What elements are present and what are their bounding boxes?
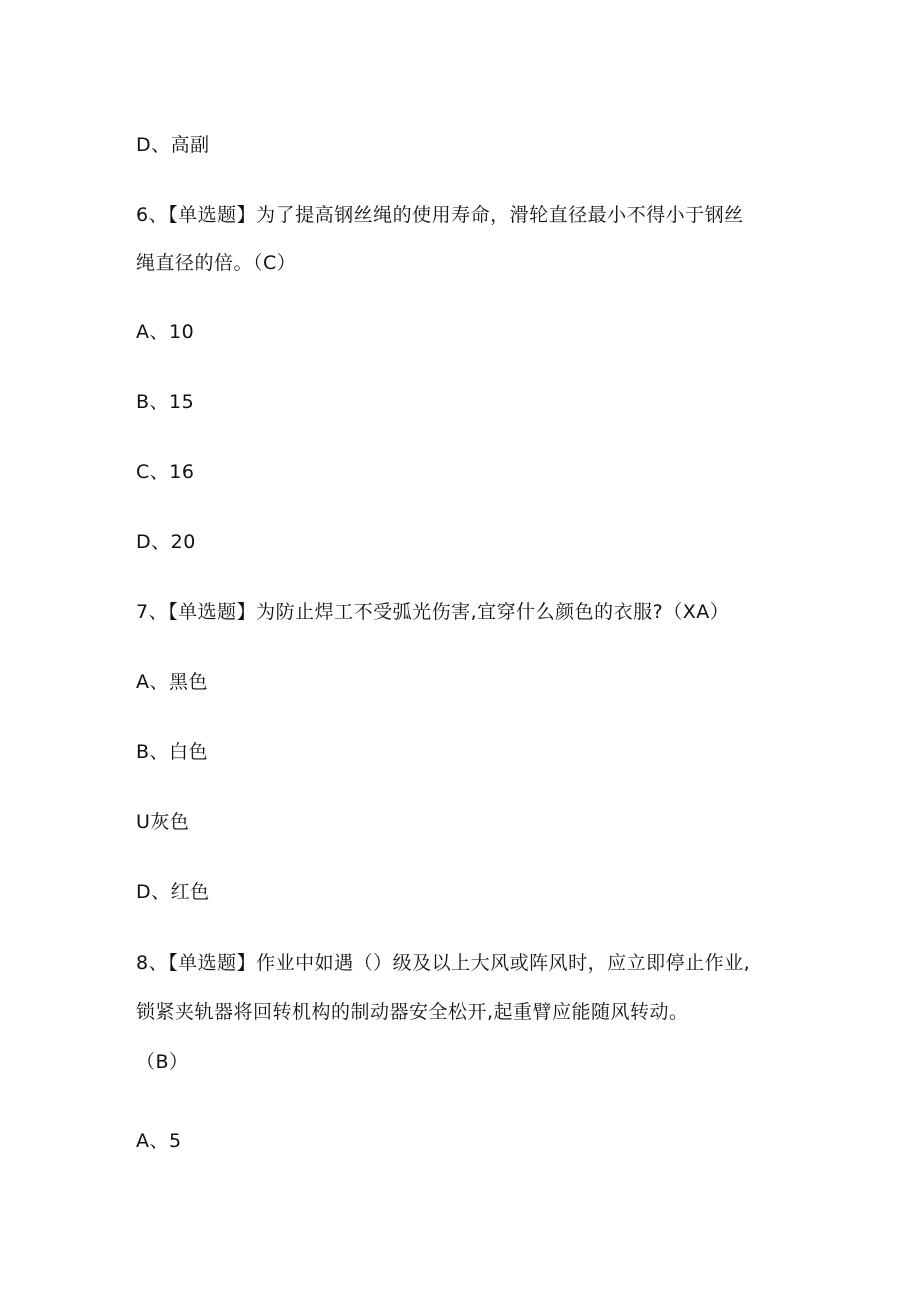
q8-answer: （B） [136,1051,189,1073]
q8-option-a: A、5 [136,1130,182,1152]
q7-option-c: U灰色 [136,811,190,833]
q6-option-c: C、16 [136,461,195,483]
q5-option-d: D、高副 [136,134,210,156]
q6-option-b: B、15 [136,391,195,413]
q8-question-line-1: 8、【单选题】作业中如遇（）级及以上大风或阵风时，应立即停止作业, [136,952,751,974]
q6-option-d: D、20 [136,531,196,553]
q8-question-line-2: 锁紧夹轨器将回转机构的制动器安全松开,起重臂应能随风转动。 [136,1001,689,1023]
q6-question-line-1: 6、【单选题】为了提高钢丝绳的使用寿命，滑轮直径最小不得小于钢丝 [136,204,744,226]
q7-option-b: B、白色 [136,741,209,763]
q6-question-line-2: 绳直径的倍。（C） [136,252,297,274]
q7-question: 7、【单选题】为防止焊工不受弧光伤害,宜穿什么颜色的衣服?（XA） [136,601,730,623]
q6-option-a: A、10 [136,321,195,343]
q7-option-a: A、黑色 [136,671,208,693]
q7-option-d: D、红色 [136,881,210,903]
